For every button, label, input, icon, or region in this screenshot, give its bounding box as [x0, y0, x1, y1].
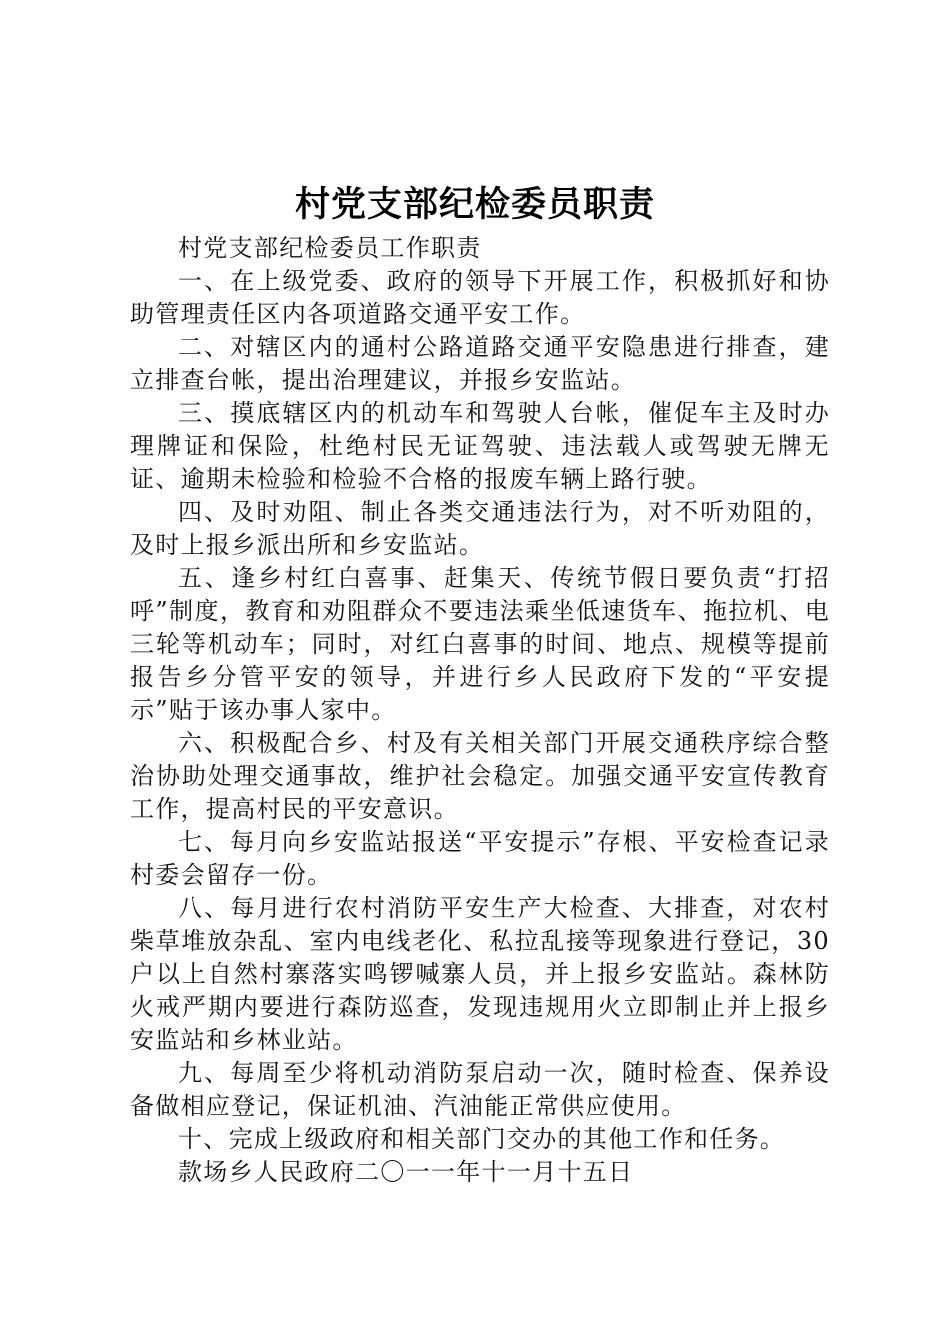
- duty-paragraph-3: 三、摸底辖区内的机动车和驾驶人台帐，催促车主及时办理牌证和保险，杜绝村民无证驾驶、违法载人或驾驶无牌无证、逾期未检验和检验不合格的报废车辆上路行驶。: [130, 399, 830, 493]
- duty-paragraph-9: 九、每周至少将机动消防泵启动一次，随时检查、保养设备做相应登记，保证机油、汽油能正常供应使用。: [130, 1059, 830, 1120]
- subtitle-paragraph: 村党支部纪检委员工作职责: [178, 234, 482, 262]
- duty-paragraph-4: 四、及时劝阻、制止各类交通违法行为，对不听劝阻的，及时上报乡派出所和乡安监站。: [130, 498, 830, 559]
- duty-paragraph-10: 十、完成上级政府和相关部门交办的其他工作和任务。: [178, 1125, 786, 1153]
- document-body: [130, 232, 830, 1189]
- duty-paragraph-5: 五、逢乡村红白喜事、赶集天、传统节假日要负责“打招呼”制度，教育和劝阻群众不要违法乘坐低速货车、拖拉机、电三轮等机动车；同时，对红白喜事的时间、地点、规模等提前报告乡分管平安的领导，并进行乡人民政府下发的“平安提示”贴于该办事人家中。: [130, 564, 830, 724]
- duty-paragraph-2: 二、对辖区内的通村公路道路交通平安隐患进行排查，建立排查台帐，提出治理建议，并报乡安监站。: [130, 333, 830, 394]
- duty-paragraph-8: 八、每月进行农村消防平安生产大检查、大排查，对农村柴草堆放杂乱、室内电线老化、私拉乱接等现象进行登记，30户以上自然村寨落实鸣锣喊寨人员，并上报乡安监站。森林防火戒严期内要进行森防巡查，发现违规用火立即制止并上报乡安监站和乡林业站。: [130, 894, 830, 1054]
- duty-paragraph-6: 六、积极配合乡、村及有关相关部门开展交通秩序综合整治协助处理交通事故，维护社会稳定。加强交通平安宣传教育工作，提高村民的平安意识。: [130, 729, 830, 823]
- duty-paragraph-7: 七、每月向乡安监站报送“平安提示”存根、平安检查记录村委会留存一份。: [130, 828, 830, 889]
- signature-date: 款场乡人民政府二〇一一年十一月十五日: [178, 1158, 634, 1186]
- page-title: 村党支部纪检委员职责: [294, 184, 655, 225]
- duty-paragraph-1: 一、在上级党委、政府的领导下开展工作，积极抓好和协助管理责任区内各项道路交通平安工作。: [130, 267, 830, 328]
